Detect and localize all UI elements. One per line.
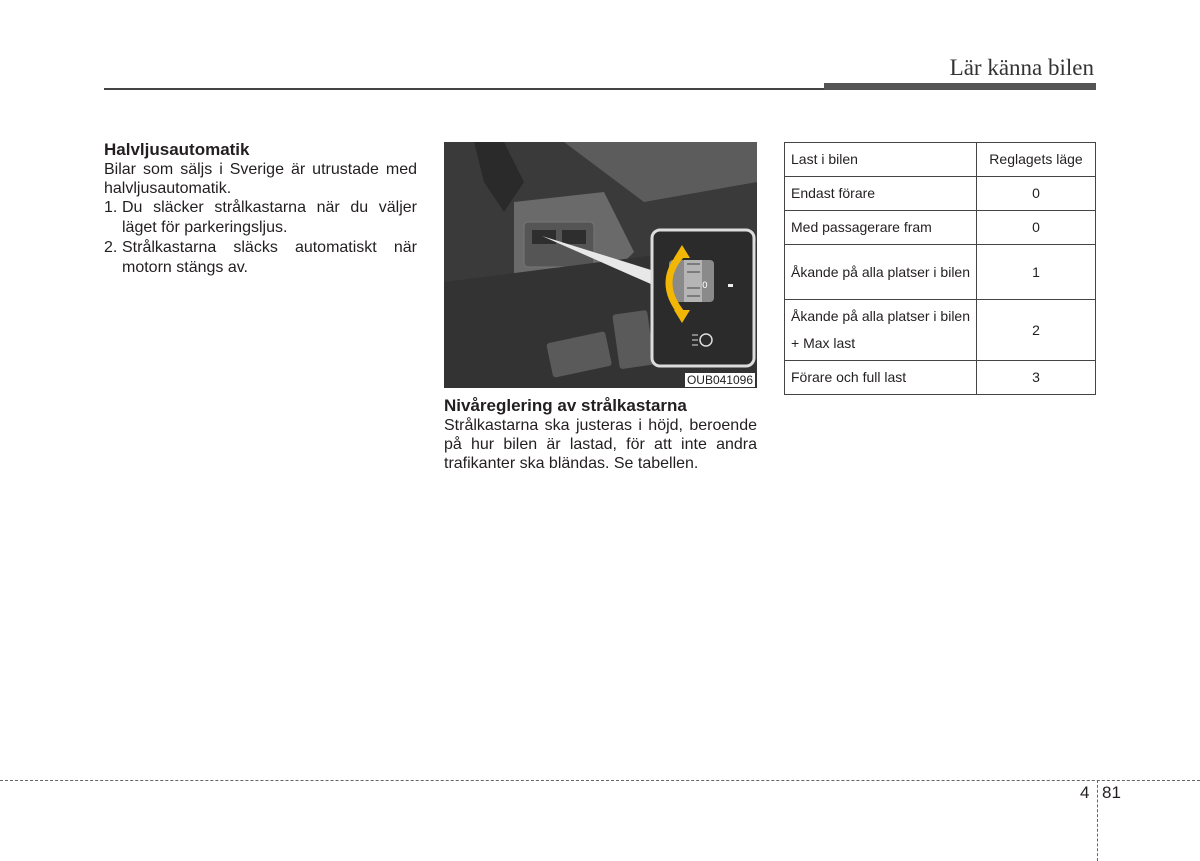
table-cell-position: 0 (977, 211, 1096, 245)
table-cell-load: Åkande på alla platser i bilen (785, 245, 977, 300)
table-header-cell: Last i bilen (785, 143, 977, 177)
steps-list (104, 198, 417, 278)
dashboard-photo (444, 142, 757, 388)
section-intro: Bilar som säljs i Sverige är utrustade med halvljusautomatik. (104, 161, 417, 197)
section-body: Strålkastarna ska justeras i höjd, beroende på hur bilen är lastad, för att inte andra trafikanter ska bländas. Se tabellen. (444, 417, 757, 472)
table-cell-position: 2 (977, 300, 1096, 361)
page-number: 81 (1102, 783, 1121, 802)
section-heading: Nivåreglering av strålkastarna (444, 396, 687, 415)
table-row (785, 245, 1096, 300)
section-heading: Halvljusautomatik (104, 140, 250, 159)
section-halvljusautomatik (104, 140, 417, 278)
table-cell-load: Med passagerare fram (785, 211, 977, 245)
list-item-text: Strålkastarna släcks automatiskt när motorn stängs av. (122, 239, 417, 276)
footer-rule (0, 780, 1200, 781)
list-item-number: 1. (104, 199, 118, 216)
list-item-number: 2. (104, 239, 118, 256)
list-item (104, 198, 417, 238)
table-row (785, 211, 1096, 245)
table-row (785, 300, 1096, 361)
table-cell-position: 1 (977, 245, 1096, 300)
header-rule-accent (824, 83, 1096, 90)
table-cell-load: Åkande på alla platser i bilen + Max last (785, 300, 977, 361)
table-row (785, 177, 1096, 211)
section-nivareglering (444, 142, 757, 473)
dashboard-illustration (444, 142, 757, 388)
header-title: Lär känna bilen (949, 55, 1094, 80)
headlight-level-table-wrapper (784, 142, 1096, 395)
table-cell-position: 3 (977, 361, 1096, 395)
chapter-number: 4 (1080, 783, 1090, 802)
figure-code: OUB041096 (686, 373, 753, 387)
table-cell-load: Förare och full last (785, 361, 977, 395)
footer-divider (1097, 780, 1098, 861)
table-row (785, 361, 1096, 395)
headlight-level-table (784, 142, 1096, 395)
table-header-row (785, 143, 1096, 177)
table-cell-position: 0 (977, 177, 1096, 211)
list-item-text: Du släcker strålkastarna när du väljer läget för parkeringsljus. (122, 199, 417, 236)
header-rule (104, 88, 824, 90)
list-item (104, 238, 417, 278)
table-cell-load: Endast förare (785, 177, 977, 211)
table-header-cell: Reglagets läge (977, 143, 1096, 177)
dial-zero-label: 0 (702, 281, 708, 291)
